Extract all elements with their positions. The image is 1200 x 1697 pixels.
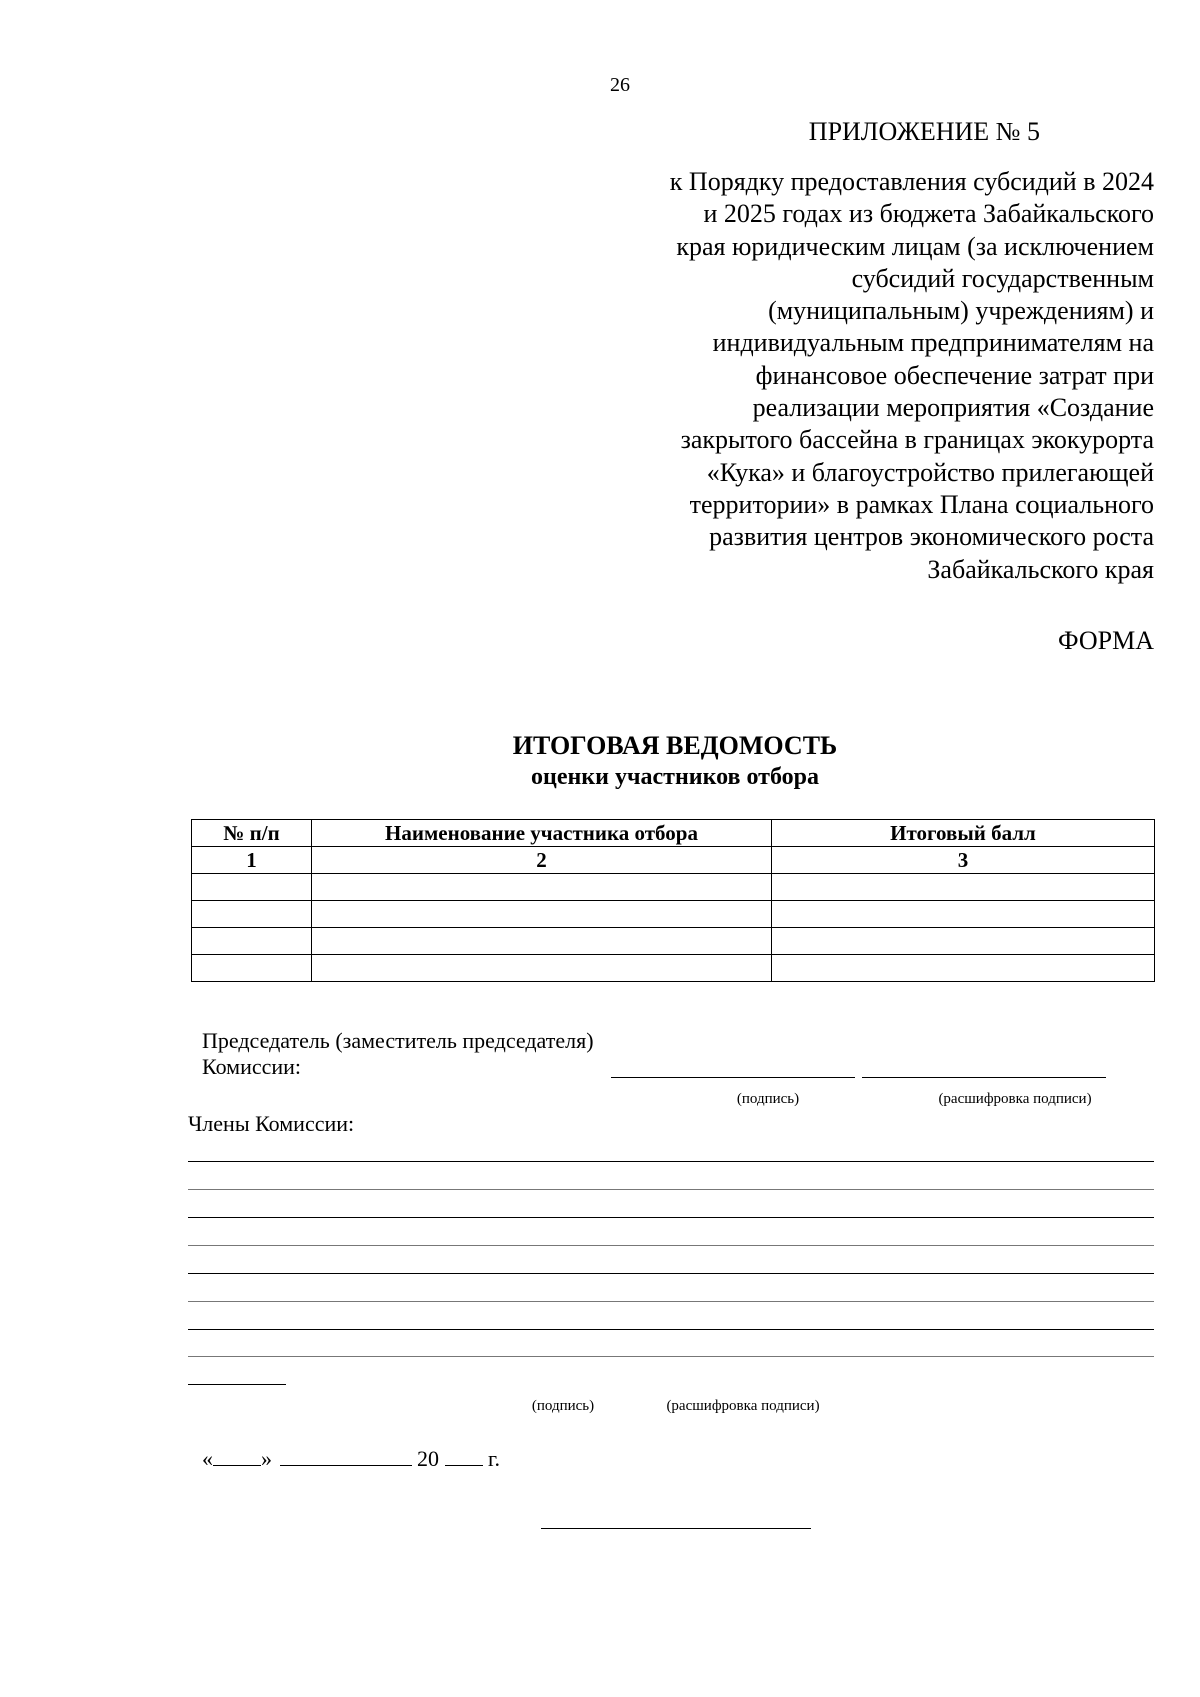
table-row xyxy=(192,955,1155,982)
chair-transcript-line[interactable] xyxy=(862,1077,1106,1078)
column-header-score: Итоговый балл xyxy=(772,820,1155,847)
year-suffix: г. xyxy=(488,1446,501,1471)
appendix-description-line: Забайкальского края xyxy=(927,554,1154,584)
column-number: 3 xyxy=(772,847,1155,874)
table-cell[interactable] xyxy=(312,928,772,955)
table-cell[interactable] xyxy=(192,928,312,955)
table-cell[interactable] xyxy=(312,901,772,928)
member-signature-line[interactable] xyxy=(188,1161,1154,1162)
year-prefix: 20 xyxy=(417,1446,439,1471)
table-cell[interactable] xyxy=(312,874,772,901)
results-table xyxy=(191,819,1155,982)
column-number: 2 xyxy=(312,847,772,874)
appendix-description-line: финансовое обеспечение затрат при xyxy=(755,360,1154,390)
appendix-description-line: развития центров экономического роста xyxy=(709,522,1154,552)
appendix-description-line: «Кука» и благоустройство прилегающей xyxy=(706,457,1154,487)
month-field[interactable] xyxy=(280,1445,412,1466)
column-header-number: № п/п xyxy=(192,820,312,847)
date-close-quote: » xyxy=(261,1446,272,1471)
appendix-description-line: субсидий государственным xyxy=(851,263,1154,293)
appendix-description xyxy=(560,166,1154,586)
bottom-signature-line[interactable] xyxy=(541,1528,811,1529)
year-field[interactable] xyxy=(445,1445,483,1466)
table-cell[interactable] xyxy=(192,874,312,901)
member-signature-line[interactable] xyxy=(188,1189,1154,1190)
table-cell[interactable] xyxy=(192,901,312,928)
document-subtitle: оценки участников отбора xyxy=(531,764,819,790)
column-number: 1 xyxy=(192,847,312,874)
member-short-line[interactable] xyxy=(188,1384,286,1385)
appendix-description-line: (муниципальным) учреждениям) и xyxy=(768,296,1154,326)
chair-signature-caption: (подпись) xyxy=(736,1091,800,1107)
table-row xyxy=(192,901,1155,928)
appendix-title: ПРИЛОЖЕНИЕ № 5 xyxy=(808,117,1040,146)
page-number: 26 xyxy=(610,74,630,96)
appendix-description-line: к Порядку предоставления субсидий в 2024 xyxy=(669,167,1154,196)
member-signature-line[interactable] xyxy=(188,1273,1154,1274)
appendix-description-line: закрытого бассейна в границах экокурорта xyxy=(680,425,1154,455)
appendix-description-line: территории» в рамках Плана социального xyxy=(689,489,1154,519)
chair-signature-line[interactable] xyxy=(611,1077,855,1078)
chair-label-continued: Комиссии: xyxy=(202,1054,302,1079)
member-signature-line[interactable] xyxy=(188,1301,1154,1302)
day-field[interactable] xyxy=(213,1445,261,1466)
column-header-participant: Наименование участника отбора xyxy=(312,820,772,847)
table-cell[interactable] xyxy=(772,901,1155,928)
appendix-description-line: края юридическим лицам (за исключением xyxy=(676,231,1154,261)
appendix-description-line: реализации мероприятия «Создание xyxy=(752,393,1154,423)
document-title: ИТОГОВАЯ ВЕДОМОСТЬ xyxy=(512,731,838,760)
appendix-description-line: индивидуальным предпринимателям на xyxy=(712,328,1154,358)
table-row xyxy=(192,874,1155,901)
members-label: Члены Комиссии: xyxy=(188,1111,355,1136)
table-cell[interactable] xyxy=(772,928,1155,955)
member-signature-line[interactable] xyxy=(188,1329,1154,1330)
date-line xyxy=(202,1445,500,1473)
member-signature-line[interactable] xyxy=(188,1245,1154,1246)
chair-transcript-caption: (расшифровка подписи) xyxy=(938,1091,1092,1107)
table-cell[interactable] xyxy=(772,955,1155,982)
appendix-description-line: и 2025 годах из бюджета Забайкальского xyxy=(703,199,1154,229)
member-signature-line[interactable] xyxy=(188,1356,1154,1357)
table-header-row xyxy=(192,820,1155,847)
members-transcript-caption: (расшифровка подписи) xyxy=(666,1398,820,1414)
members-signature-caption: (подпись) xyxy=(531,1398,595,1414)
table-cell[interactable] xyxy=(312,955,772,982)
table-cell[interactable] xyxy=(772,874,1155,901)
column-numbers-row xyxy=(192,847,1155,874)
member-signature-line[interactable] xyxy=(188,1217,1154,1218)
table-row xyxy=(192,928,1155,955)
form-label: ФОРМА xyxy=(1058,626,1154,655)
table-cell[interactable] xyxy=(192,955,312,982)
date-open-quote: « xyxy=(202,1446,213,1471)
chair-label: Председатель (заместитель председателя) xyxy=(202,1028,594,1053)
